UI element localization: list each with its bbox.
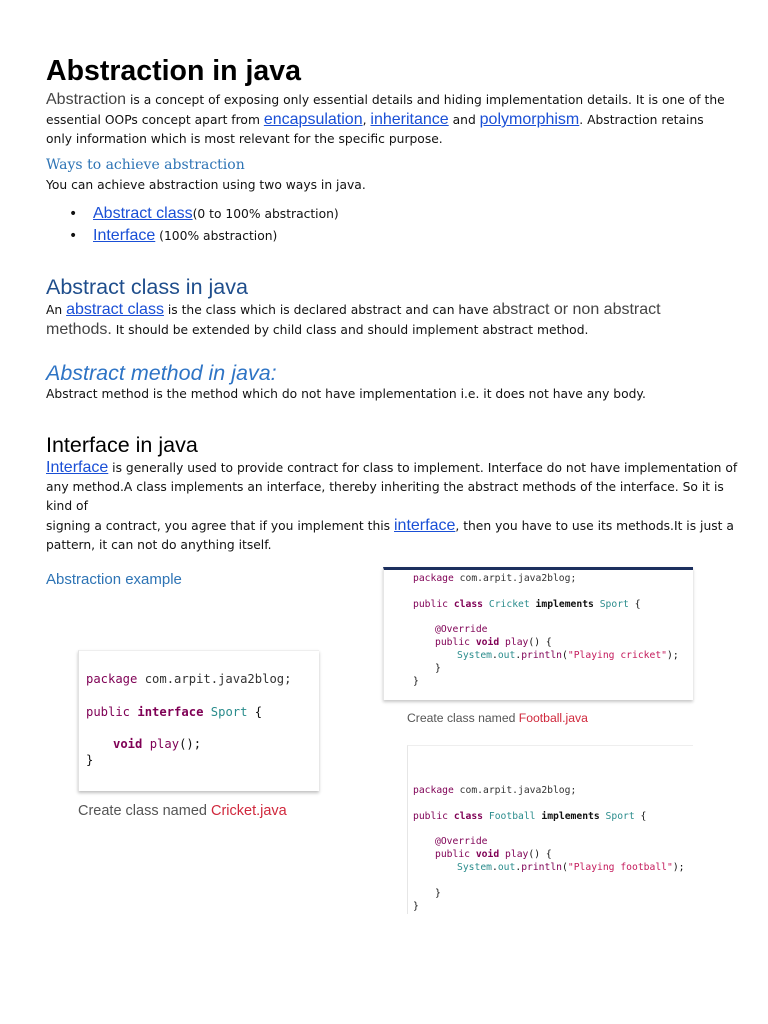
code-token: void — [113, 737, 143, 751]
code-token: play — [505, 637, 529, 648]
code-token: Cricket — [488, 599, 530, 610]
code-token: ( — [562, 650, 568, 661]
code-token: . — [492, 862, 498, 873]
football-code-line-1 — [413, 784, 576, 797]
code-token: Sport — [599, 599, 629, 610]
sport-code — [86, 671, 291, 687]
code-token: println — [521, 862, 563, 873]
cricket-code-line-5 — [457, 649, 679, 662]
link-inheritance[interactable]: inheritance — [370, 111, 449, 128]
code-token: . — [515, 862, 522, 873]
code-token: com.arpit.java2blog; — [137, 672, 292, 686]
cricket-code-line-2 — [413, 598, 641, 611]
code-token: package — [413, 573, 454, 584]
code-token: out — [497, 650, 516, 661]
cricket-code-line-6 — [435, 662, 441, 675]
abstract-class-an: An — [46, 303, 67, 317]
sport-code-line-2 — [86, 704, 262, 720]
interface-heading: Interface in java — [46, 433, 198, 457]
ways-heading: Ways to achieve abstraction — [46, 157, 245, 173]
link-encapsulation[interactable]: encapsulation — [263, 111, 363, 128]
sport-code-line-4 — [86, 752, 93, 768]
abstract-class-gray-1: abstract or non abstract — [492, 301, 661, 318]
cricket-code-line-7 — [413, 675, 419, 688]
code-token: Football — [488, 811, 536, 822]
code-token: public — [435, 637, 470, 648]
interface-text-4: , then you have to use its methods.It is just a — [455, 519, 734, 533]
intro-lead: Abstraction — [46, 91, 127, 108]
code-token: implements — [541, 811, 600, 822]
code-token: { — [634, 811, 647, 822]
cricket-code-line-4 — [435, 636, 552, 649]
link-interface[interactable]: Interface — [93, 227, 156, 244]
code-token: { — [628, 599, 641, 610]
football-code-image — [407, 745, 693, 914]
abstract-class-heading: Abstract class in java — [46, 275, 248, 299]
football-code-line-5 — [457, 861, 685, 874]
code-token: void — [475, 637, 500, 648]
page-title: Abstraction in java — [46, 55, 301, 87]
code-token: implements — [535, 599, 594, 610]
link-abstract-class[interactable]: Abstract class — [93, 205, 193, 222]
code-token: . — [492, 650, 498, 661]
code-token: class — [453, 811, 484, 822]
code-token: public — [435, 849, 470, 860]
caption-football — [407, 711, 588, 725]
code-token: Sport — [605, 811, 635, 822]
abstract-method-heading: Abstract method in java: — [46, 361, 277, 385]
abstract-class-text-2: It should be extended by child class and should implement abstract method. — [111, 323, 589, 337]
code-token: . — [515, 650, 522, 661]
list-item — [46, 225, 339, 247]
abstract-method-text: Abstract method is the method which do not have implementation i.e. it does not have any body. — [46, 387, 646, 401]
code-token: @Override — [435, 836, 488, 847]
caption-cricket — [78, 803, 287, 819]
code-token: public — [413, 599, 448, 610]
code-token: System — [457, 862, 492, 873]
code-token: @Override — [435, 624, 488, 635]
code-token: com.arpit.java2blog; — [453, 573, 577, 584]
ways-list — [46, 203, 339, 247]
code-token: (); — [179, 737, 202, 751]
football-code-line-4 — [435, 848, 552, 861]
code-token: play — [505, 849, 529, 860]
abstract-class-paragraph — [46, 300, 736, 340]
code-token: } — [86, 753, 94, 767]
code-token: "Playing football" — [567, 862, 673, 873]
interface-text-1: is generally used to provide contract for class to implement. Interface do not have implementation of — [108, 461, 738, 475]
bullet-icon: • — [69, 206, 78, 222]
example-heading: Abstraction example — [46, 571, 182, 588]
interface-text-5: pattern, it can not do anything itself. — [46, 538, 272, 552]
list-item-note: (0 to 100% abstraction) — [192, 207, 339, 221]
code-token: { — [247, 705, 263, 719]
code-token: } — [413, 901, 419, 912]
link-polymorphism[interactable]: polymorphism — [479, 111, 580, 128]
code-token: println — [521, 650, 563, 661]
code-token: play — [149, 737, 180, 751]
link-interface-inline[interactable]: Interface — [46, 459, 109, 476]
abstract-class-text-1: is the class which is declared abstract and can have — [163, 303, 493, 317]
intro-and: and — [448, 113, 480, 127]
intro-text-3: . Abstraction retains — [579, 113, 704, 127]
football-code-line-7 — [413, 900, 419, 913]
code-token: ( — [562, 862, 568, 873]
intro-text-4: only information which is most relevant for the specific purpose. — [46, 132, 443, 146]
code-token: } — [413, 676, 419, 687]
intro-comma: , — [362, 113, 371, 127]
cricket-code-line-3 — [435, 623, 488, 636]
code-token: "Playing cricket" — [567, 650, 668, 661]
code-token: public — [413, 811, 448, 822]
interface-text-2: any method.A class implements an interface, thereby inheriting the abstract methods of the interface. So it is kind of — [46, 480, 724, 513]
intro-text-2: essential OOPs concept apart from — [46, 113, 264, 127]
ways-text: You can achieve abstraction using two ways in java. — [46, 178, 366, 192]
code-token: package — [86, 672, 138, 686]
code-token: public — [86, 705, 131, 719]
code-token: com.arpit.java2blog; — [453, 785, 577, 796]
code-token: System — [457, 650, 492, 661]
link-interface-inline-2[interactable]: interface — [394, 517, 456, 534]
football-code-line-2 — [413, 810, 646, 823]
code-token: Sport — [210, 705, 248, 719]
interface-paragraph — [46, 458, 746, 555]
code-token: void — [475, 849, 500, 860]
code-token: package — [413, 785, 454, 796]
code-token: class — [453, 599, 484, 610]
interface-text-3: signing a contract, you agree that if you implement this — [46, 519, 394, 533]
intro-paragraph — [46, 90, 736, 149]
cricket-code-line-1 — [413, 572, 576, 585]
caption-label: Create class named — [78, 803, 211, 819]
intro-text-1: is a concept of exposing only essential details and hiding implementation details. It is one of the — [126, 93, 725, 107]
link-abstract-class-inline[interactable]: abstract class — [66, 301, 164, 318]
bullet-icon: • — [69, 228, 78, 244]
code-token: ); — [672, 862, 685, 873]
sport-code-image — [78, 650, 319, 791]
code-token: interface — [137, 705, 204, 719]
code-token: out — [497, 862, 516, 873]
caption-label: Create class named — [407, 711, 519, 725]
list-item-note: (100% abstraction) — [155, 229, 278, 243]
list-item — [46, 203, 339, 225]
code-token: () { — [528, 849, 552, 860]
football-code-line-6 — [435, 887, 441, 900]
caption-filename: Cricket.java — [210, 803, 287, 819]
code-token: } — [435, 663, 441, 674]
football-code-line-3 — [435, 835, 488, 848]
code-token: ); — [667, 650, 679, 661]
code-token: () { — [528, 637, 552, 648]
caption-filename: Football.java — [518, 711, 588, 725]
sport-code-line-3 — [113, 736, 201, 752]
abstract-class-gray-2: methods. — [46, 321, 112, 338]
cricket-code-image — [383, 567, 693, 700]
code-token: } — [435, 888, 441, 899]
